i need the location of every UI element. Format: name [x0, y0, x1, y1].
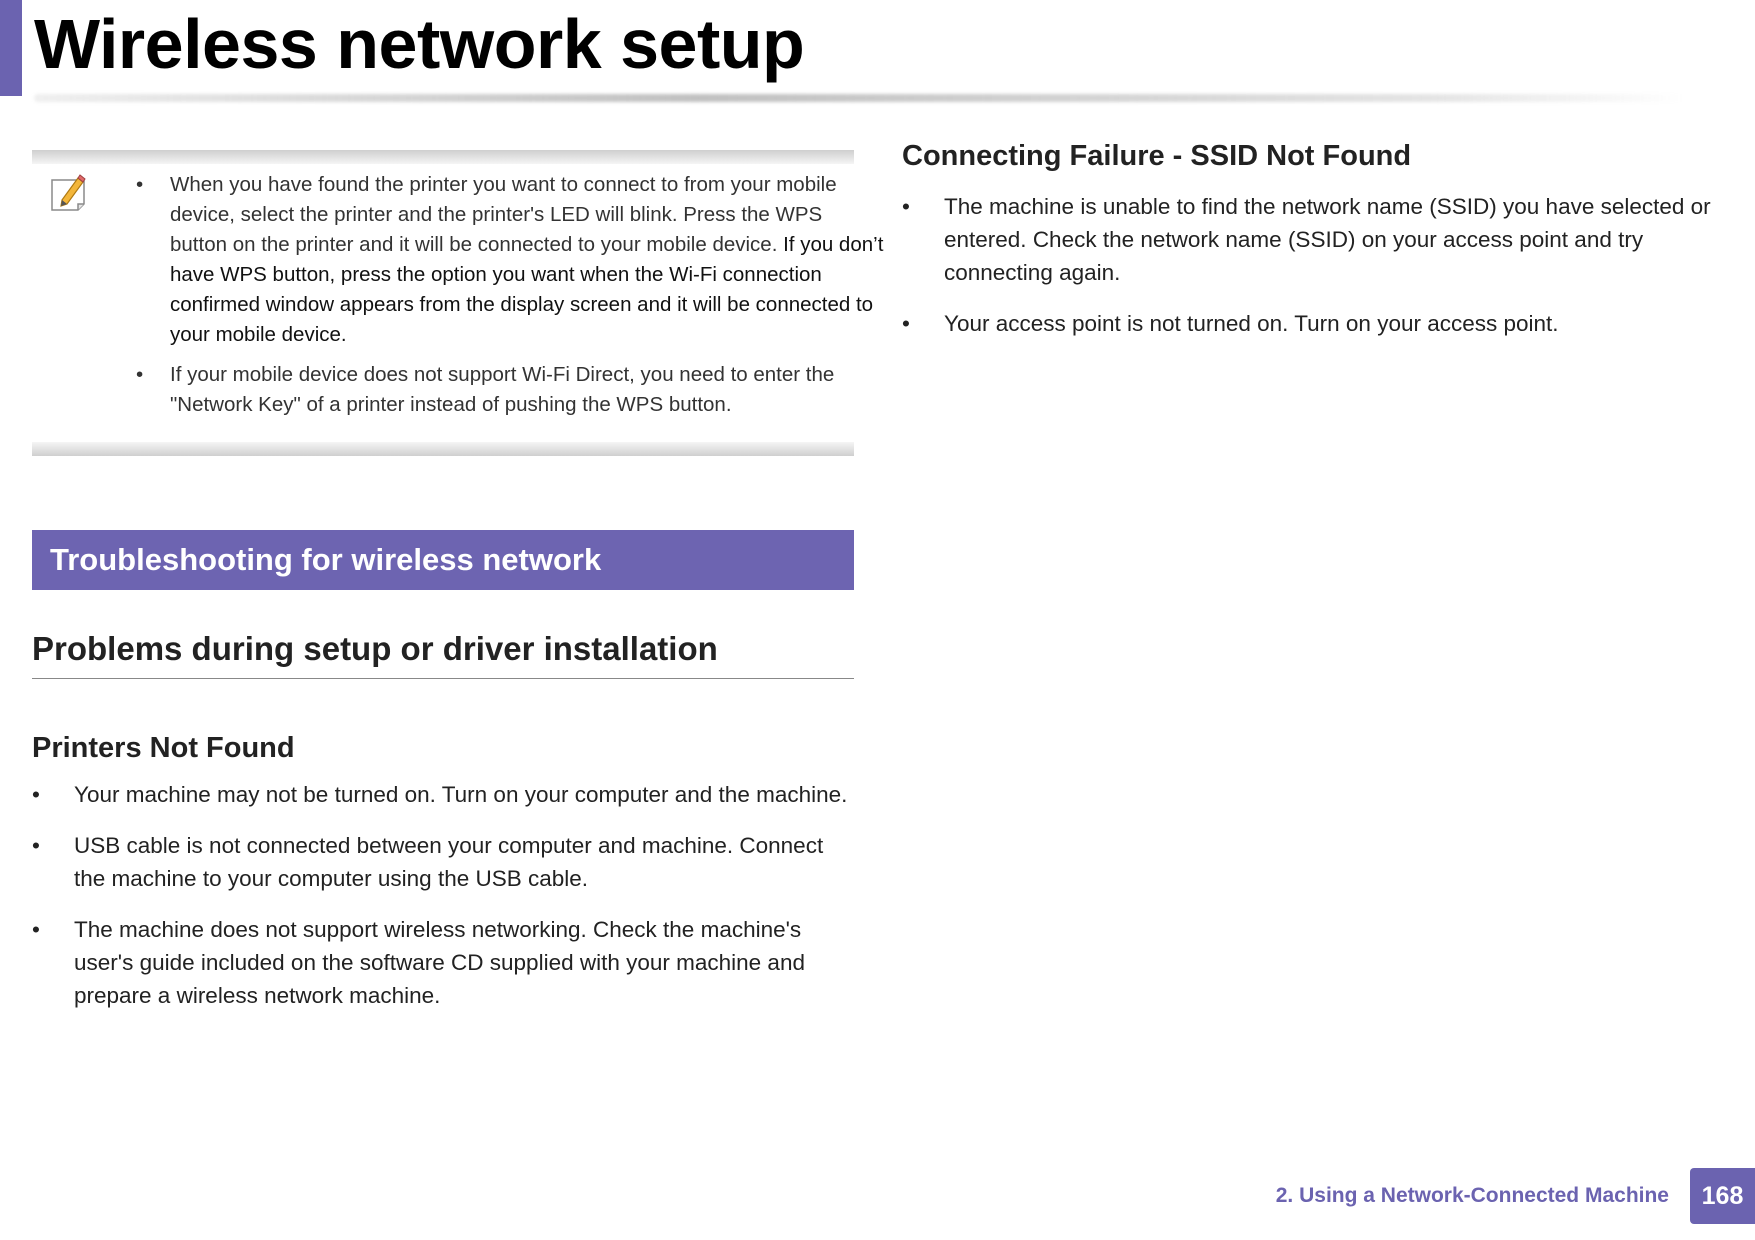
list-item-text: USB cable is not connected between your computer and machine. Connect the machine to your computer using the USB cable. — [74, 833, 824, 891]
list-item — [32, 829, 854, 895]
list-item — [32, 778, 854, 811]
subsection-heading: Problems during setup or driver installation — [32, 628, 854, 679]
note-item-text: If your mobile device does not support Wi-Fi Direct, you need to enter the "Network Key" of a printer instead of pushing the WPS button. — [170, 363, 835, 416]
note-item — [136, 170, 884, 350]
list-item-text: Your access point is not turned on. Turn on your access point. — [944, 311, 1559, 336]
list-item-text: Your machine may not be turned on. Turn on your computer and the machine. — [74, 782, 848, 807]
note-box — [32, 150, 884, 456]
footer-chapter-link[interactable]: 2. Using a Network-Connected Machine — [1275, 1184, 1669, 1207]
list-item — [902, 307, 1732, 340]
bullet-marker: • — [32, 917, 40, 942]
header-divider — [34, 94, 1684, 102]
list-item — [902, 190, 1732, 289]
note-item-text: When you have found the printer you want to connect to from your mobile device, select the printer and the printer's LED will blink. Press the WPS button on the printer and it will be connected to your mobile device. — [170, 173, 837, 256]
printers-not-found-heading: Printers Not Found — [32, 732, 295, 764]
pencil-note-icon — [48, 172, 88, 214]
page-title: Wireless network setup — [34, 5, 805, 83]
bullet-marker: • — [136, 363, 144, 386]
bullet-marker: • — [136, 173, 144, 196]
section-banner — [32, 530, 854, 590]
section-title: Troubleshooting for wireless network — [50, 542, 602, 577]
note-item — [136, 360, 884, 420]
note-bottom-border — [32, 442, 854, 456]
ssid-not-found-list — [902, 190, 1732, 358]
left-column — [32, 150, 884, 1008]
ssid-not-found-heading: Connecting Failure - SSID Not Found — [902, 140, 1412, 172]
bullet-marker: • — [32, 833, 40, 858]
note-list — [136, 170, 884, 430]
list-item-text: The machine does not support wireless networking. Check the machine's user's guide included on the software CD supplied with your machine and prepare a wireless network machine. — [74, 917, 805, 1008]
page-number-badge: 168 — [1690, 1168, 1755, 1224]
note-top-border — [32, 150, 854, 164]
bullet-marker: • — [32, 782, 40, 807]
header-accent-bar — [0, 0, 22, 96]
list-item-text: The machine is unable to find the network name (SSID) you have selected or entered. Check the network name (SSID) on your access point and try connecting again. — [944, 194, 1711, 285]
bullet-marker: • — [902, 194, 910, 219]
bullet-marker: • — [902, 311, 910, 336]
note-item-emphasis: If you don’t have WPS button, press the option you want when the Wi-Fi connection confirmed window appears from the display screen and it will be connected to your mobile device. — [170, 233, 884, 346]
list-item — [32, 913, 854, 1012]
printers-not-found-list — [32, 778, 854, 1030]
